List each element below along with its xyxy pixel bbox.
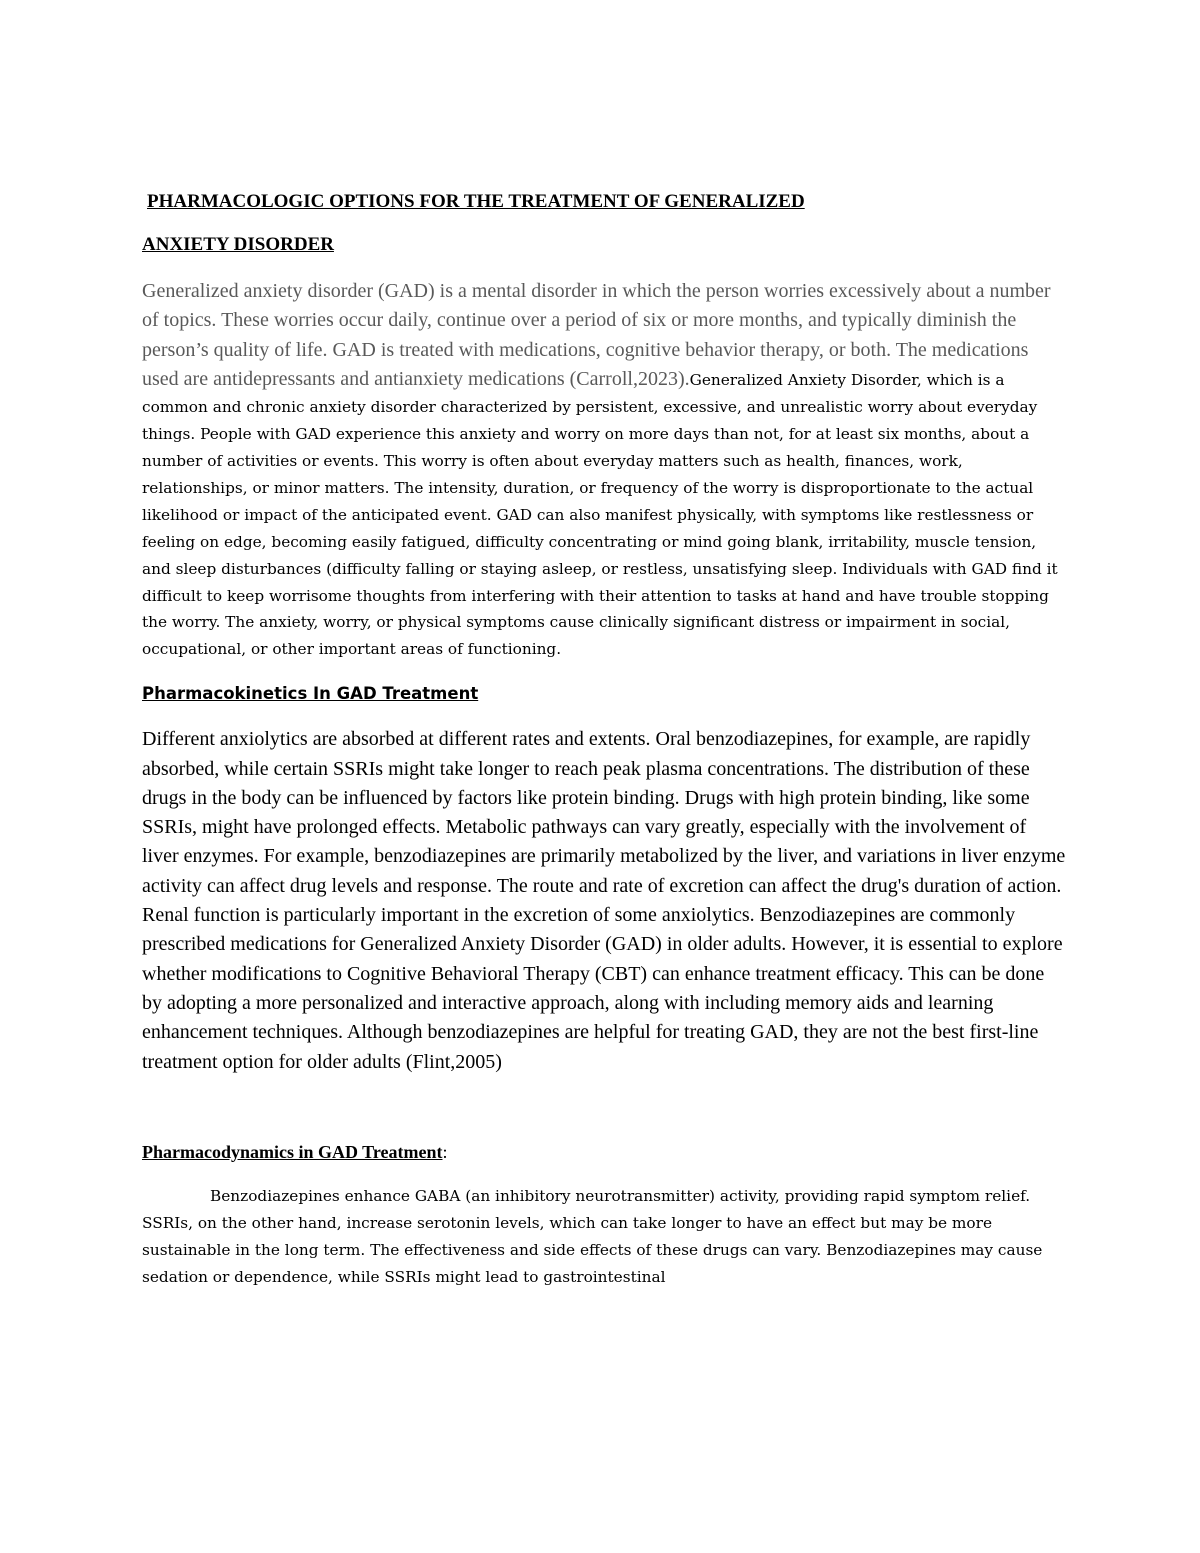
heading-pharmacodynamics: Pharmacodynamics in GAD Treatment [142, 1141, 443, 1162]
document-title-line-1: PHARMACOLOGIC OPTIONS FOR THE TREATMENT OF GENERALIZED [147, 191, 805, 212]
document-title-line-2: ANXIETY DISORDER [142, 234, 334, 255]
pharmacodynamics-paragraph: Benzodiazepines enhance GABA (an inhibitory neurotransmitter) activity, providing rapid symptom relief. SSRIs, on the other hand, increase serotonin levels, which can take longer to have an effect but may be more sustainable in the long term. The effectiveness and side effects of these drugs can vary. Benzodiazepines may cause sedation or dependence, while SSRIs might lead to gastrointestinal [142, 1186, 1043, 1286]
pharmacokinetics-paragraph: Different anxiolytics are absorbed at different rates and extents. Oral benzodiazepines, for example, are rapidly absorbed, while certain SSRIs might take longer to reach peak plasma concentrations. The distribution of these drugs in the body can be influenced by factors like protein binding. Drugs with high protein binding, like some SSRIs, might have prolonged effects. Metabolic pathways can vary greatly, especially with the involvement of liver enzymes. For example, benzodiazepines are primarily metabolized by the liver, and variations in liver enzyme activity can affect drug levels and response. The route and rate of excretion can affect the drug's duration of action. Renal function is particularly important in the excretion of some anxiolytics. Benzodiazepines are commonly prescribed medications for Generalized Anxiety Disorder (GAD) in older adults. However, it is essential to explore whether modifications to Cognitive Behavioral Therapy (CBT) can enhance treatment efficacy. This can be done by adopting a more personalized and interactive approach, along with including memory aids and learning enhancement techniques. Although benzodiazepines are helpful for treating GAD, they are not the best first-line treatment option for older adults (Flint,2005) [142, 728, 1066, 1073]
heading-pharmacodynamics-line [142, 1139, 1067, 1165]
heading-pharmacodynamics-colon: : [442, 1141, 448, 1162]
document-body [142, 186, 1067, 1290]
intro-paragraph [142, 277, 1067, 663]
heading-pharmacokinetics: Pharmacokinetics In GAD Treatment [142, 684, 479, 704]
intro-text-dark: Generalized Anxiety Disorder, which is a common and chronic anxiety disorder characterized by persistent, excessive, and unrealistic worry about everyday things. People with GAD experience this anxiety and worry on more days than not, for at least six months, about a number of activities or events. This worry is often about everyday matters such as health, finances, work, relationships, or minor matters. The intensity, duration, or frequency of the worry is disproportionate to the actual likelihood or impact of the anticipated event. GAD can also manifest physically, with symptoms like restlessness or feeling on edge, becoming easily fatigued, difficulty concentrating or mind going blank, irritability, muscle tension, and sleep disturbances (difficulty falling or staying asleep, or restless, unsatisfying sleep. Individuals with GAD find it difficult to keep worrisome thoughts from interfering with their attention to tasks at hand and have trouble stopping the worry. The anxiety, worry, or physical symptoms cause clinically significant distress or impairment in social, occupational, or other important areas of functioning. [142, 370, 1058, 659]
intro-text-grey: Generalized anxiety disorder (GAD) is a mental disorder in which the person worries excessively about a number of topics. These worries occur daily, continue over a period of six or more months, and typically diminish the person’s quality of life. GAD is treated with medications, cognitive behavior therapy, or both. The medications used are antidepressants and antianxiety medications (Carroll,2023). [142, 280, 1051, 390]
